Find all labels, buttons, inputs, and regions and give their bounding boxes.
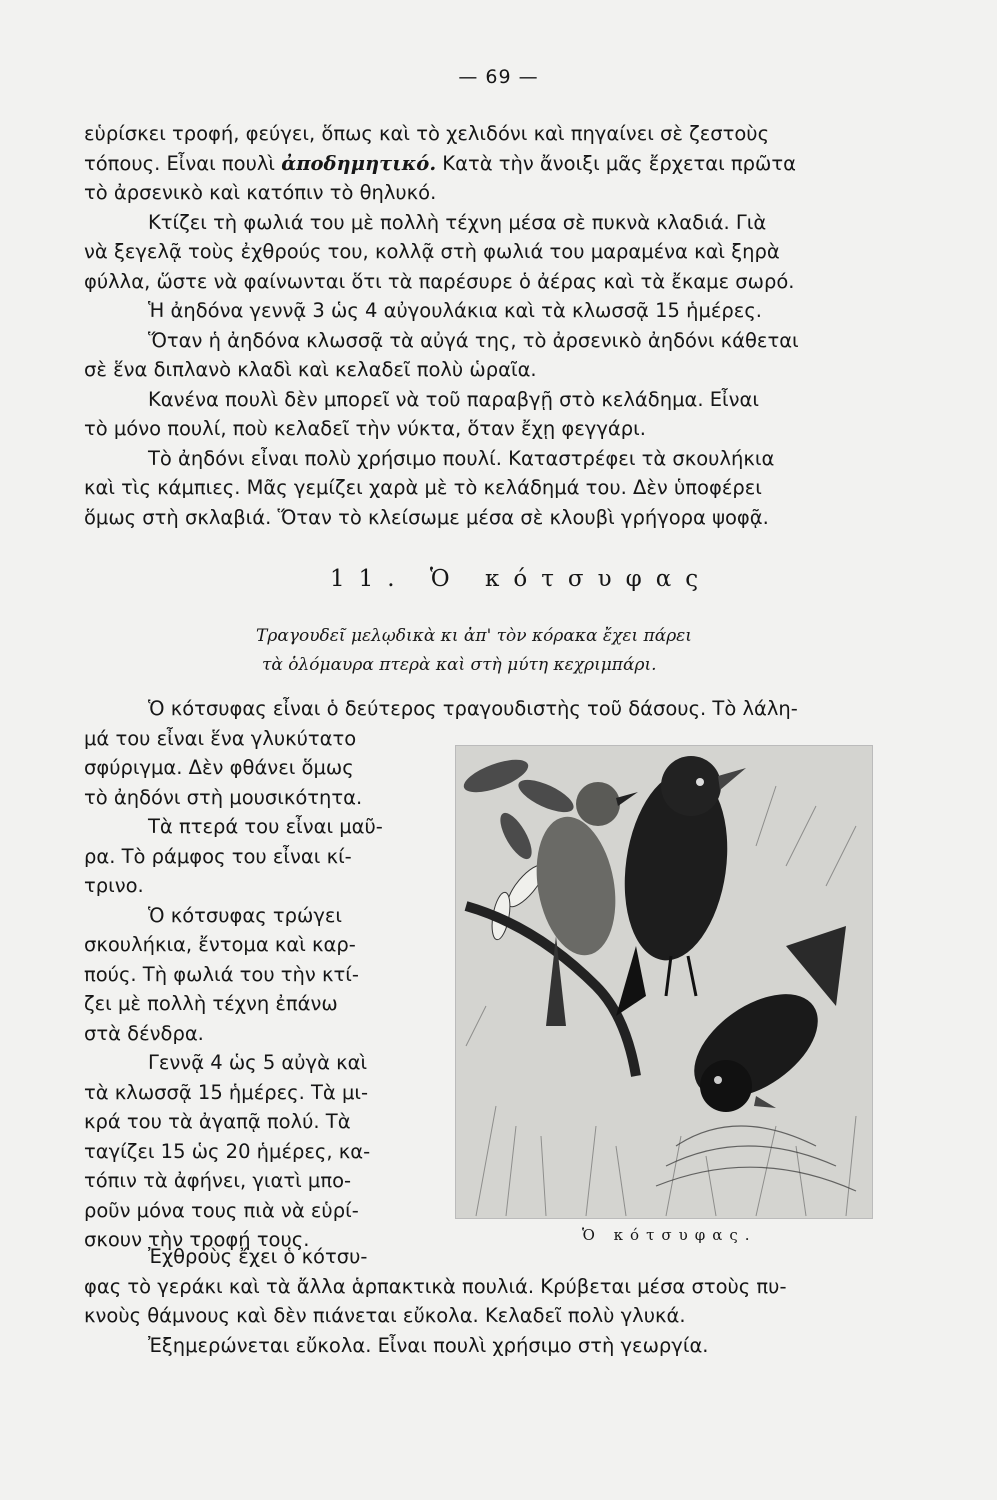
text-line: φας τὸ γεράκι καὶ τὰ ἄλλα ἁρπακτικὰ πουλιά. Κρύβεται μέσα στοὺς πυ- <box>84 1274 787 1298</box>
text-line: Ἐξημερώνεται εὔκολα. Εἶναι πουλὶ χρήσιμο στὴ γεωργία. <box>148 1333 709 1357</box>
text-line: Τὸ ἀηδόνι εἶναι πολὺ χρήσιμο πουλί. Καταστρέφει τὰ σκουλήκια <box>148 446 775 470</box>
text-line: εὑρίσκει τροφή, φεύγει, ὅπως καὶ τὸ χελιδόνι καὶ πηγαίνει σὲ ζεστοὺς <box>84 122 770 145</box>
text-line: Ὅταν ἡ ἀηδόνα κλωσσᾷ τὰ αὐγά της, τὸ ἀρσενικὸ ἀηδόνι κάθεται <box>148 328 799 352</box>
text-line: Κανένα πουλὶ δὲν μπορεῖ νὰ τοῦ παραβγῇ στὸ κελάδημα. Εἶναι <box>148 387 759 411</box>
text-line: τὰ κλωσσᾷ 15 ἡμέρες. Τὰ μι- <box>84 1080 369 1104</box>
text-line: νὰ ξεγελᾷ τοὺς ἐχθρούς του, κολλᾷ στὴ φωλιά του μαραμένα καὶ ξηρὰ <box>84 240 780 263</box>
text-line: κρά του τὰ ἀγαπᾷ πολύ. Τὰ <box>84 1110 351 1133</box>
text-line: Ἐχθροὺς ἔχει ὁ κότσυ- <box>148 1245 368 1268</box>
text-line: Κτίζει τὴ φωλιά του μὲ πολλὴ τέχνη μέσα σὲ πυκνὰ κλαδιά. Γιὰ <box>148 210 767 234</box>
text-line: ρα. Τὸ ράμφος του εἶναι κί- <box>84 844 352 868</box>
text-line: Γεννᾷ 4 ὡς 5 αὐγὰ καὶ <box>148 1051 368 1074</box>
text-line: σκουλήκια, ἔντομα καὶ καρ- <box>84 933 356 956</box>
section-title: 11. Ὁ κότσυφας <box>330 566 713 592</box>
epigraph-line: Τραγουδεῖ μελῳδικὰ κι ἀπ' τὸν κόρακα ἔχει πάρει <box>256 626 692 646</box>
text-line: τὸ ἀρσενικὸ καὶ κατόπιν τὸ θηλυκό. <box>84 181 437 204</box>
emphasis-word: ἀποδημητικό. <box>281 151 437 175</box>
text-line: μά του εἶναι ἕνα γλυκύτατο <box>84 726 357 750</box>
text-line: σὲ ἕνα διπλανὸ κλαδὶ καὶ κελαδεῖ πολὺ ὡραῖα. <box>84 358 537 381</box>
epigraph <box>256 622 816 680</box>
text-line: σκουν τὴν τροφή τους. <box>84 1228 310 1251</box>
body-text-blackbird-end <box>84 1242 896 1360</box>
text-line: φύλλα, ὥστε νὰ φαίνωνται ὅτι τὰ παρέσυρε ὁ ἀέρας καὶ τὰ ἔκαμε σωρό. <box>84 269 795 293</box>
text-line: Ἡ ἀηδόνα γεννᾷ 3 ὡς 4 αὐγουλάκια καὶ τὰ κλωσσᾷ 15 ἡμέρες. <box>148 299 762 322</box>
text-line <box>84 149 896 179</box>
text-line: ροῦν μόνα τους πιὰ νὰ εὑρί- <box>84 1198 359 1222</box>
text-line: ζει μὲ πολλὴ τέχνη ἐπάνω <box>84 992 338 1015</box>
text-line: Ὁ κότσυφας εἶναι ὁ δεύτερος τραγουδιστὴς τοῦ δάσους. Τὸ λάλη- <box>148 697 798 720</box>
blackbird-drawing <box>456 746 872 1218</box>
blackbird-illustration <box>455 745 873 1219</box>
text-line: τόπιν τὰ ἀφήνει, γιατὶ μπο- <box>84 1169 352 1192</box>
body-text-blackbird <box>84 694 798 1255</box>
text-line: Τὰ πτερά του εἶναι μαῦ- <box>148 815 383 838</box>
text-line: πούς. Τὴ φωλιά του τὴν κτί- <box>84 962 359 986</box>
text-line: τὸ μόνο πουλί, ποὺ κελαδεῖ τὴν νύκτα, ὅταν ἔχῃ φεγγάρι. <box>84 417 646 440</box>
figure-caption: Ὁ κότσυφας. <box>582 1226 757 1244</box>
text-line: ὅμως στὴ σκλαβιά. Ὅταν τὸ κλείσωμε μέσα σὲ κλουβὶ γρήγορα ψοφᾷ. <box>84 505 769 529</box>
text-line: Ὁ κότσυφας τρώγει <box>148 903 343 927</box>
text-line: σφύριγμα. Δὲν φθάνει ὅμως <box>84 756 354 779</box>
text-line: κνοὺς θάμνους καὶ δὲν πιάνεται εὔκολα. Κελαδεῖ πολὺ γλυκά. <box>84 1304 686 1327</box>
body-text-nightingale <box>84 119 896 532</box>
text-line: ταγίζει 15 ὡς 20 ἡμέρες, κα- <box>84 1139 371 1163</box>
page-number: — 69 — <box>458 66 539 88</box>
text-segment: τόπους. Εἶναι πουλὶ <box>84 151 282 175</box>
text-line: στὰ δένδρα. <box>84 1021 204 1045</box>
text-line: καὶ τὶς κάμπιες. Μᾶς γεμίζει χαρὰ μὲ τὸ κελάδημά του. Δὲν ὑποφέρει <box>84 476 762 499</box>
text-line: τὸ ἀηδόνι στὴ μουσικότητα. <box>84 785 363 809</box>
text-line: τρινο. <box>84 874 144 897</box>
epigraph-line: τὰ ὁλόμαυρα πτερὰ καὶ στὴ μύτη κεχριμπάρι. <box>262 655 657 675</box>
text-segment: Κατὰ τὴν ἄνοιξι μᾶς ἔρχεται πρῶτα <box>436 151 796 175</box>
